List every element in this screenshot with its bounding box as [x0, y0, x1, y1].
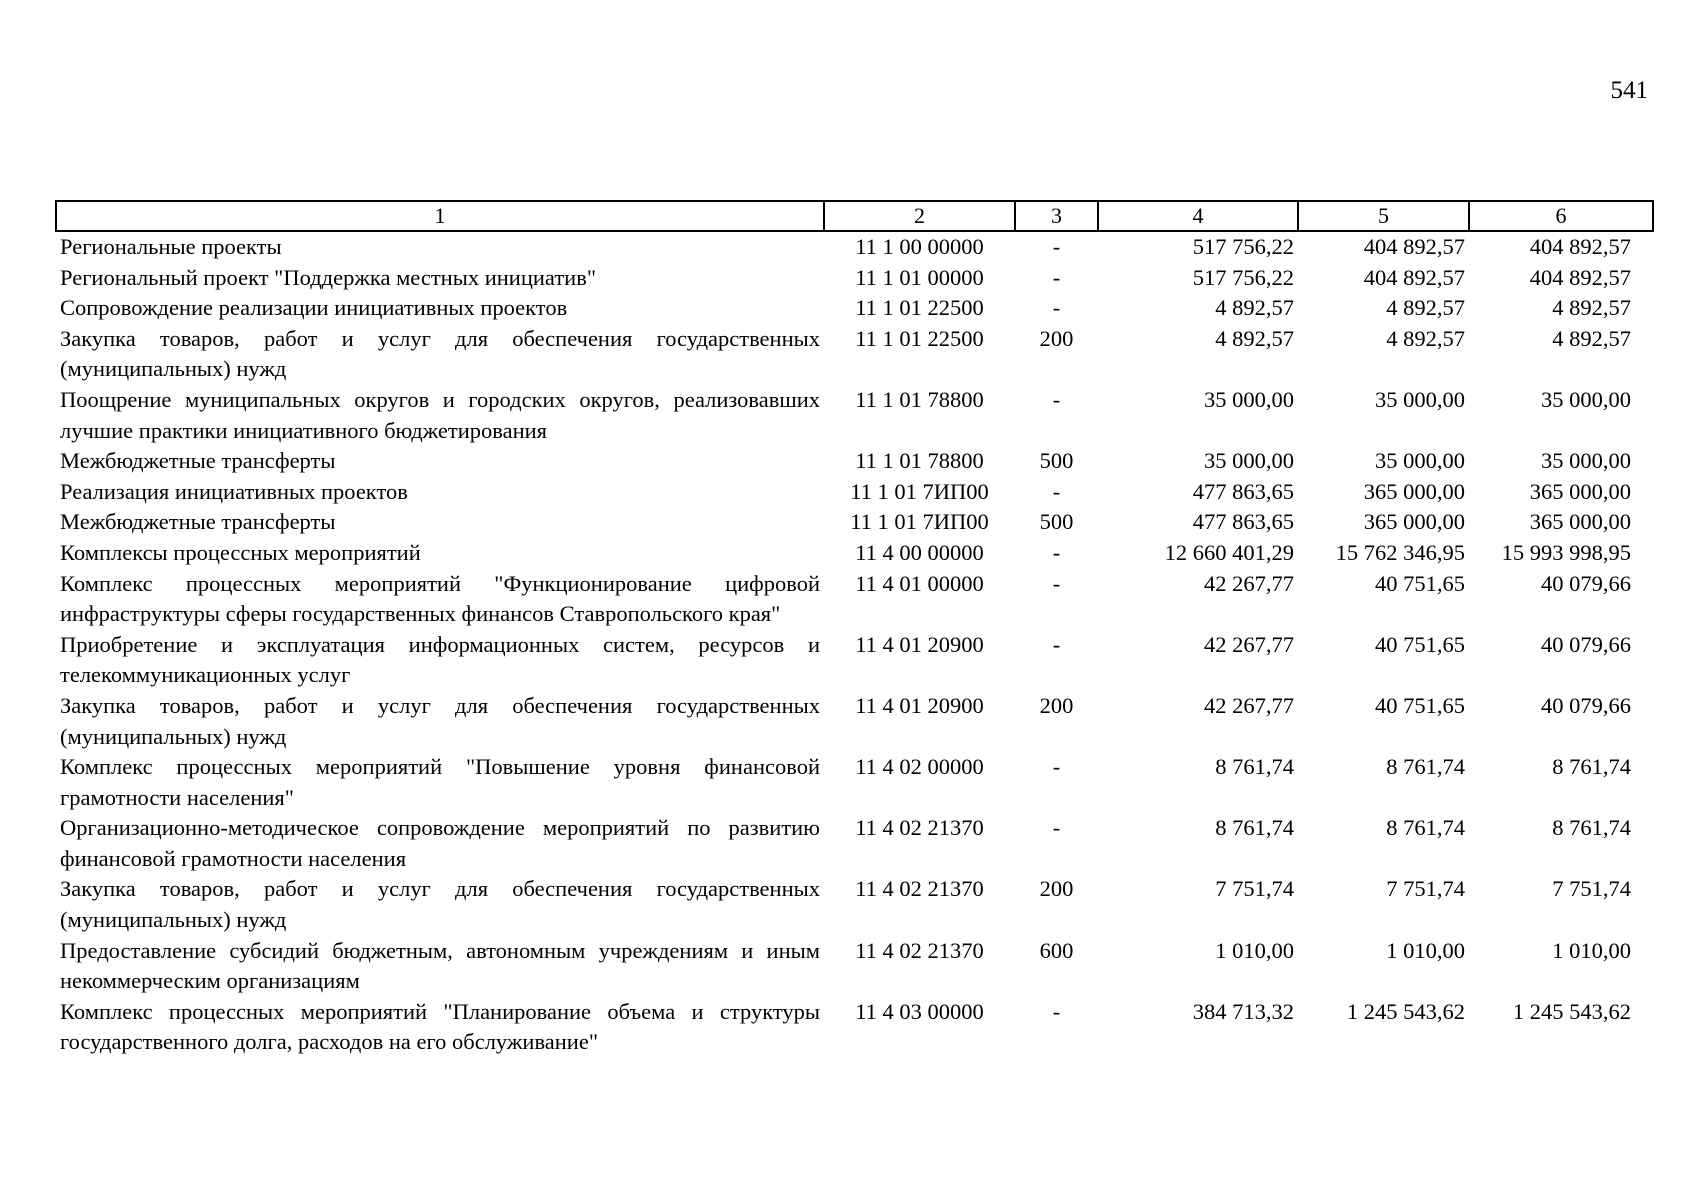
amount-col-4: 517 756,22: [1192, 234, 1294, 259]
table-row: [56, 324, 1653, 385]
table-row: [56, 630, 1653, 691]
row-name: Закупка товаров, работ и услуг для обеспечения государственных (муниципальных) нужд: [60, 692, 820, 749]
amount-col-5: 35 000,00: [1375, 448, 1465, 474]
row-name: Региональный проект "Поддержка местных инициатив": [60, 264, 597, 290]
amount-col-5: 35 000,00: [1375, 386, 1465, 412]
expense-type: -: [1052, 754, 1061, 780]
table-row: [56, 538, 1653, 569]
amount-col-4: 477 863,65: [1192, 509, 1294, 535]
amount-col-4: 4 892,57: [1215, 295, 1294, 321]
target-code: 11 1 01 00000: [855, 264, 984, 290]
page-number: 541: [1610, 77, 1648, 104]
target-code: 11 4 01 20900: [855, 631, 984, 657]
table-row: [56, 752, 1653, 813]
amount-col-6: 40 079,66: [1541, 631, 1631, 657]
row-name: Региональные проекты: [60, 234, 282, 259]
table-row: [56, 385, 1653, 446]
amount-col-5: 404 892,57: [1363, 264, 1465, 290]
amount-col-6: 365 000,00: [1529, 509, 1631, 535]
row-name: Комплекс процессных мероприятий "Планирование объема и структуры государственного долга, расходов на его обслуживание": [60, 998, 820, 1055]
amount-col-5: 8 761,74: [1386, 754, 1465, 780]
budget-table: [55, 200, 1654, 1058]
header-col-2: 2: [824, 201, 1015, 231]
row-name: Реализация инициативных проектов: [60, 478, 408, 504]
table-row: [56, 997, 1653, 1058]
amount-col-6: 404 892,57: [1529, 264, 1631, 290]
target-code: 11 1 00 00000: [855, 234, 984, 259]
target-code: 11 4 00 00000: [855, 539, 984, 565]
amount-col-6: 35 000,00: [1541, 386, 1631, 412]
amount-col-5: 1 010,00: [1386, 937, 1465, 963]
header-row: [56, 201, 1653, 231]
amount-col-4: 35 000,00: [1204, 386, 1294, 412]
row-name: Приобретение и эксплуатация информационных систем, ресурсов и телекоммуникационных услуг: [60, 631, 820, 688]
table-row: [56, 874, 1653, 935]
expense-type: -: [1052, 815, 1061, 841]
table-row: [56, 936, 1653, 997]
table-row: [56, 569, 1653, 630]
target-code: 11 1 01 7ИП00: [850, 509, 989, 535]
expense-type: -: [1052, 478, 1061, 504]
amount-col-4: 8 761,74: [1215, 815, 1294, 841]
table-row: [56, 263, 1653, 294]
table-row: [56, 477, 1653, 508]
amount-col-6: 40 079,66: [1541, 570, 1631, 596]
amount-col-4: 517 756,22: [1192, 264, 1294, 290]
table-row: [56, 231, 1653, 263]
header-col-5: 5: [1298, 201, 1469, 231]
expense-type: 500: [1039, 448, 1074, 474]
amount-col-5: 4 892,57: [1386, 325, 1465, 351]
header-col-4: 4: [1098, 201, 1298, 231]
row-name: Организационно-методическое сопровождение мероприятий по развитию финансовой грамотности населения: [60, 815, 820, 871]
amount-col-6: 365 000,00: [1529, 478, 1631, 504]
expense-type: -: [1052, 539, 1061, 565]
target-code: 11 4 02 21370: [855, 876, 984, 902]
amount-col-6: 35 000,00: [1541, 448, 1631, 474]
row-name: Закупка товаров, работ и услуг для обеспечения государственных (муниципальных) нужд: [60, 876, 820, 933]
amount-col-5: 8 761,74: [1386, 815, 1465, 841]
expense-type: -: [1052, 631, 1061, 657]
header-col-6: 6: [1469, 201, 1653, 231]
expense-type: -: [1052, 998, 1061, 1024]
amount-col-4: 42 267,77: [1204, 692, 1294, 718]
target-code: 11 1 01 22500: [855, 295, 984, 321]
target-code: 11 1 01 78800: [855, 386, 984, 412]
amount-col-4: 4 892,57: [1215, 325, 1294, 351]
amount-col-5: 7 751,74: [1386, 876, 1465, 902]
expense-type: 500: [1039, 509, 1074, 535]
target-code: 11 4 01 20900: [855, 692, 984, 718]
row-name: Сопровождение реализации инициативных проектов: [60, 295, 568, 321]
table-row: [56, 446, 1653, 477]
row-name: Комплекс процессных мероприятий "Повышение уровня финансовой грамотности населения": [60, 754, 820, 810]
amount-col-5: 1 245 543,62: [1346, 998, 1465, 1024]
amount-col-5: 40 751,65: [1375, 692, 1465, 718]
amount-col-5: 15 762 346,95: [1335, 539, 1465, 565]
row-name: Комплекс процессных мероприятий "Функционирование цифровой инфраструктуры сферы государственных финансов Ставропольского края": [60, 570, 820, 627]
target-code: 11 1 01 7ИП00: [850, 478, 989, 504]
expense-type: -: [1052, 264, 1061, 290]
target-code: 11 4 02 21370: [855, 937, 984, 963]
amount-col-4: 7 751,74: [1215, 876, 1294, 902]
expense-type: 200: [1039, 325, 1074, 351]
amount-col-5: 365 000,00: [1363, 509, 1465, 535]
expense-type: -: [1052, 386, 1061, 412]
amount-col-6: 1 010,00: [1552, 937, 1631, 963]
header-col-1: 1: [56, 201, 824, 231]
target-code: 11 4 01 00000: [855, 570, 984, 596]
amount-col-4: 12 660 401,29: [1164, 539, 1294, 565]
expense-type: -: [1052, 234, 1061, 259]
table-header: [56, 201, 1653, 231]
amount-col-5: 365 000,00: [1363, 478, 1465, 504]
row-name: Межбюджетные трансферты: [60, 448, 336, 474]
amount-col-6: 40 079,66: [1541, 692, 1631, 718]
amount-col-4: 384 713,32: [1192, 998, 1294, 1024]
target-code: 11 1 01 22500: [855, 325, 984, 351]
amount-col-5: 40 751,65: [1375, 570, 1465, 596]
amount-col-6: 4 892,57: [1552, 325, 1631, 351]
amount-col-6: 1 245 543,62: [1512, 998, 1631, 1024]
expense-type: 600: [1039, 937, 1074, 963]
table-body: [56, 231, 1653, 1058]
amount-col-6: 8 761,74: [1552, 754, 1631, 780]
table-row: [56, 691, 1653, 752]
row-name: Предоставление субсидий бюджетным, автономным учреждениям и иным некоммерческим организациям: [60, 937, 820, 994]
amount-col-4: 42 267,77: [1204, 631, 1294, 657]
target-code: 11 1 01 78800: [855, 448, 984, 474]
amount-col-4: 8 761,74: [1215, 754, 1294, 780]
amount-col-6: 8 761,74: [1552, 815, 1631, 841]
amount-col-6: 7 751,74: [1552, 876, 1631, 902]
amount-col-6: 404 892,57: [1529, 234, 1631, 259]
amount-col-5: 40 751,65: [1375, 631, 1465, 657]
amount-col-4: 477 863,65: [1192, 478, 1294, 504]
row-name: Межбюджетные трансферты: [60, 509, 336, 535]
table-row: [56, 507, 1653, 538]
expense-type: 200: [1039, 876, 1074, 902]
amount-col-4: 35 000,00: [1204, 448, 1294, 474]
target-code: 11 4 02 21370: [855, 815, 984, 841]
amount-col-6: 15 993 998,95: [1501, 539, 1631, 565]
header-col-3: 3: [1015, 201, 1098, 231]
amount-col-4: 1 010,00: [1215, 937, 1294, 963]
table-row: [56, 813, 1653, 874]
table-row: [56, 293, 1653, 324]
expense-type: 200: [1039, 692, 1074, 718]
expense-type: -: [1052, 570, 1061, 596]
row-name: Закупка товаров, работ и услуг для обеспечения государственных (муниципальных) нужд: [60, 325, 820, 382]
target-code: 11 4 03 00000: [855, 998, 984, 1024]
expense-type: -: [1052, 295, 1061, 321]
target-code: 11 4 02 00000: [855, 754, 984, 780]
amount-col-5: 4 892,57: [1386, 295, 1465, 321]
row-name: Поощрение муниципальных округов и городских округов, реализовавших лучшие практики инициативного бюджетирования: [60, 386, 820, 443]
amount-col-5: 404 892,57: [1363, 234, 1465, 259]
amount-col-6: 4 892,57: [1552, 295, 1631, 321]
amount-col-4: 42 267,77: [1204, 570, 1294, 596]
row-name: Комплексы процессных мероприятий: [60, 539, 421, 565]
